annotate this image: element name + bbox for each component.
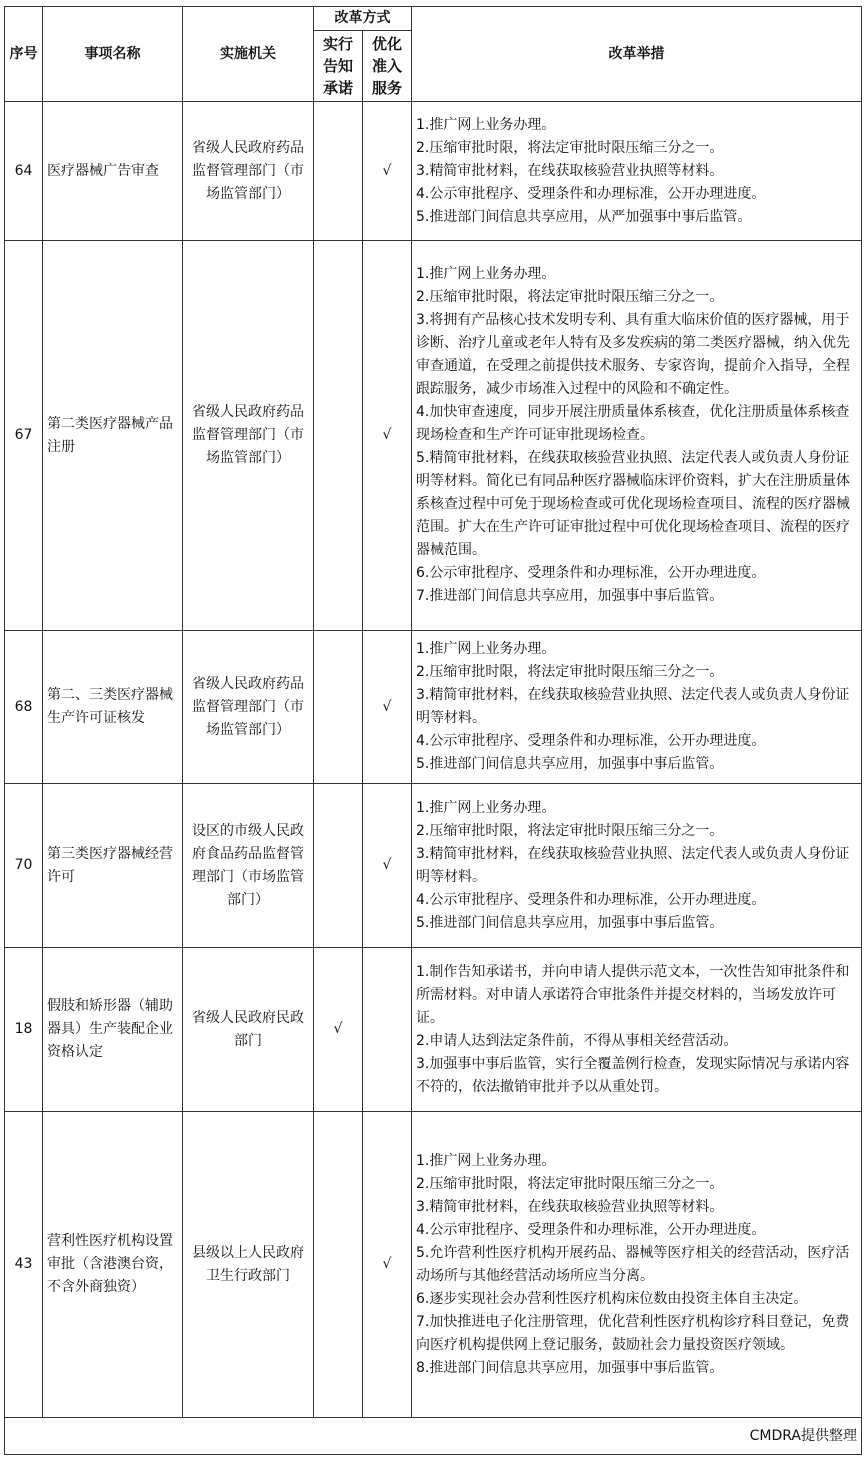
- measure-item: 3.精简审批材料，在线获取核验营业执照、法定代表人或负责人身份证明等材料。: [416, 687, 850, 726]
- row-seq: 67: [5, 241, 43, 631]
- measure-item: 7.推进部门间信息共享应用，加强事中事后监管。: [416, 588, 724, 604]
- measure-item: 1.推广网上业务办理。: [416, 116, 556, 133]
- row-item-name: 医疗器械广告审查: [43, 102, 183, 241]
- row-mode-notice-commitment: [314, 241, 363, 631]
- measure-item: 2.压缩审批时限，将法定审批时限压缩三分之一。: [416, 139, 724, 156]
- row-measures: [412, 631, 862, 784]
- row-measures: [412, 1112, 862, 1418]
- header-agency: 实施机关: [183, 7, 314, 102]
- measure-item: 4.公示审批程序、受理条件和办理标准，公开办理进度。: [416, 891, 766, 908]
- row-seq: 43: [5, 1112, 43, 1418]
- table-row: [5, 948, 862, 1112]
- measure-item: 5.推进部门间信息共享应用，从严加强事中事后监管。: [416, 208, 752, 225]
- row-seq: 18: [5, 948, 43, 1112]
- measure-item: 5.推进部门间信息共享应用，加强事中事后监管。: [416, 756, 724, 772]
- row-mode-notice-commitment: √: [314, 948, 363, 1112]
- row-mode-notice-commitment: [314, 102, 363, 241]
- row-agency: 省级人民政府药品监督管理部门（市场监管部门）: [183, 241, 314, 631]
- measure-item: 5.推进部门间信息共享应用，加强事中事后监管。: [416, 914, 724, 931]
- measure-item: 6.公示审批程序、受理条件和办理标准，公开办理进度。: [416, 565, 766, 581]
- row-item-name: 假肢和矫形器（辅助器具）生产装配企业资格认定: [43, 948, 183, 1112]
- measure-item: 2.压缩审批时限，将法定审批时限压缩三分之一。: [416, 1175, 724, 1192]
- table-row: [5, 784, 862, 948]
- row-measures: [412, 241, 862, 631]
- row-mode-optimize-service: √: [363, 241, 412, 631]
- measure-item: 2.压缩审批时限，将法定审批时限压缩三分之一。: [416, 822, 724, 839]
- measure-item: 4.公示审批程序、受理条件和办理标准，公开办理进度。: [416, 1221, 766, 1238]
- header-mode-optimize-service: 优化 准入 服务: [363, 31, 412, 102]
- row-item-name: 营利性医疗机构设置审批（含港澳台资，不含外商独资）: [43, 1112, 183, 1418]
- measure-item: 1.推广网上业务办理。: [416, 1152, 556, 1169]
- measure-item: 2.压缩审批时限，将法定审批时限压缩三分之一。: [416, 289, 724, 305]
- row-seq: 68: [5, 631, 43, 784]
- measure-item: 1.推广网上业务办理。: [416, 799, 556, 816]
- table-row: [5, 102, 862, 241]
- measure-item: 4.加快审查速度，同步开展注册质量体系核查，优化注册质量体系核查现场检查和生产许可证审批现场检查。: [416, 404, 850, 443]
- row-agency: 省级人民政府民政部门: [183, 948, 314, 1112]
- measure-item: 2.申请人达到法定条件前，不得从事相关经营活动。: [416, 1032, 738, 1049]
- measure-item: 3.精简审批材料，在线获取核验营业执照、法定代表人或负责人身份证明等材料。: [416, 845, 850, 885]
- row-agency: 设区的市级人民政府食品药品监督管理部门（市场监管部门）: [183, 784, 314, 948]
- measure-item: 3.精简审批材料，在线获取核验营业执照等材料。: [416, 162, 724, 179]
- row-mode-optimize-service: [363, 948, 412, 1112]
- row-mode-notice-commitment: [314, 631, 363, 784]
- row-item-name: 第三类医疗器械经营许可: [43, 784, 183, 948]
- measure-item: 1.制作告知承诺书，并向申请人提供示范文本，一次性告知审批条件和所需材料。对申请人承诺符合审批条件并提交材料的，当场发放许可证。: [416, 963, 850, 1026]
- row-measures: [412, 784, 862, 948]
- table-row: [5, 631, 862, 784]
- measure-item: 4.公示审批程序、受理条件和办理标准，公开办理进度。: [416, 185, 766, 202]
- measure-item: 7.加快推进电子化注册管理，优化营利性医疗机构诊疗科目登记，免费向医疗机构提供网上登记服务，鼓励社会力量投资医疗领域。: [416, 1313, 850, 1353]
- measure-item: 5.允许营利性医疗机构开展药品、器械等医疗相关的经营活动，医疗活动场所与其他经营活动场所应当分离。: [416, 1244, 850, 1284]
- row-mode-optimize-service: √: [363, 784, 412, 948]
- measure-item: 3.加强事中事后监管，实行全覆盖例行检查，发现实际情况与承诺内容不符的，依法撤销审批并予以从重处罚。: [416, 1055, 850, 1095]
- row-agency: 省级人民政府药品监督管理部门（市场监管部门）: [183, 631, 314, 784]
- measure-item: 1.推广网上业务办理。: [416, 641, 556, 657]
- measure-item: 8.推进部门间信息共享应用，加强事中事后监管。: [416, 1359, 724, 1376]
- row-mode-optimize-service: √: [363, 102, 412, 241]
- header-item-name: 事项名称: [43, 7, 183, 102]
- reform-table: [4, 6, 862, 1455]
- row-mode-optimize-service: √: [363, 631, 412, 784]
- measure-item: 5.精简审批材料，在线获取核验营业执照、法定代表人或负责人身份证明等材料。简化已有同品种医疗器械临床评价资料，扩大在注册质量体系核查过程中可免于现场检查或可优化现场检查项目、流程的医疗器械范围。扩大在生产许可证审批过程中可优化现场检查项目、流程的医疗器械范围。: [416, 450, 850, 558]
- measure-item: 1.推广网上业务办理。: [416, 266, 556, 282]
- row-measures: [412, 948, 862, 1112]
- row-mode-optimize-service: √: [363, 1112, 412, 1418]
- measure-item: 3.将拥有产品核心技术发明专利、具有重大临床价值的医疗器械，用于诊断、治疗儿童或老年人特有及多发疾病的第二类医疗器械，纳入优先审查通道，在受理之前提供技术服务、专家咨询，提前介入指导，全程跟踪服务，减少市场准入过程中的风险和不确定性。: [416, 312, 850, 397]
- header-seq: 序号: [5, 7, 43, 102]
- header-mode-notice-commitment: 实行 告知 承诺: [314, 31, 363, 102]
- measure-item: 2.压缩审批时限，将法定审批时限压缩三分之一。: [416, 664, 724, 680]
- row-agency: 省级人民政府药品监督管理部门（市场监管部门）: [183, 102, 314, 241]
- table-row: [5, 241, 862, 631]
- header-measures: 改革举措: [412, 7, 862, 102]
- row-seq: 70: [5, 784, 43, 948]
- measure-item: 3.精简审批材料，在线获取核验营业执照等材料。: [416, 1198, 724, 1215]
- measure-item: 6.逐步实现社会办营利性医疗机构床位数由投资主体自主决定。: [416, 1290, 808, 1307]
- row-item-name: 第二类医疗器械产品注册: [43, 241, 183, 631]
- row-agency: 县级以上人民政府卫生行政部门: [183, 1112, 314, 1418]
- row-item-name: 第二、三类医疗器械生产许可证核发: [43, 631, 183, 784]
- row-measures: [412, 102, 862, 241]
- row-mode-notice-commitment: [314, 784, 363, 948]
- table-row: [5, 1112, 862, 1418]
- measure-item: 4.公示审批程序、受理条件和办理标准，公开办理进度。: [416, 733, 766, 749]
- row-seq: 64: [5, 102, 43, 241]
- row-mode-notice-commitment: [314, 1112, 363, 1418]
- header-reform-mode: 改革方式: [314, 7, 412, 31]
- source-credit: CMDRA提供整理: [5, 1418, 862, 1455]
